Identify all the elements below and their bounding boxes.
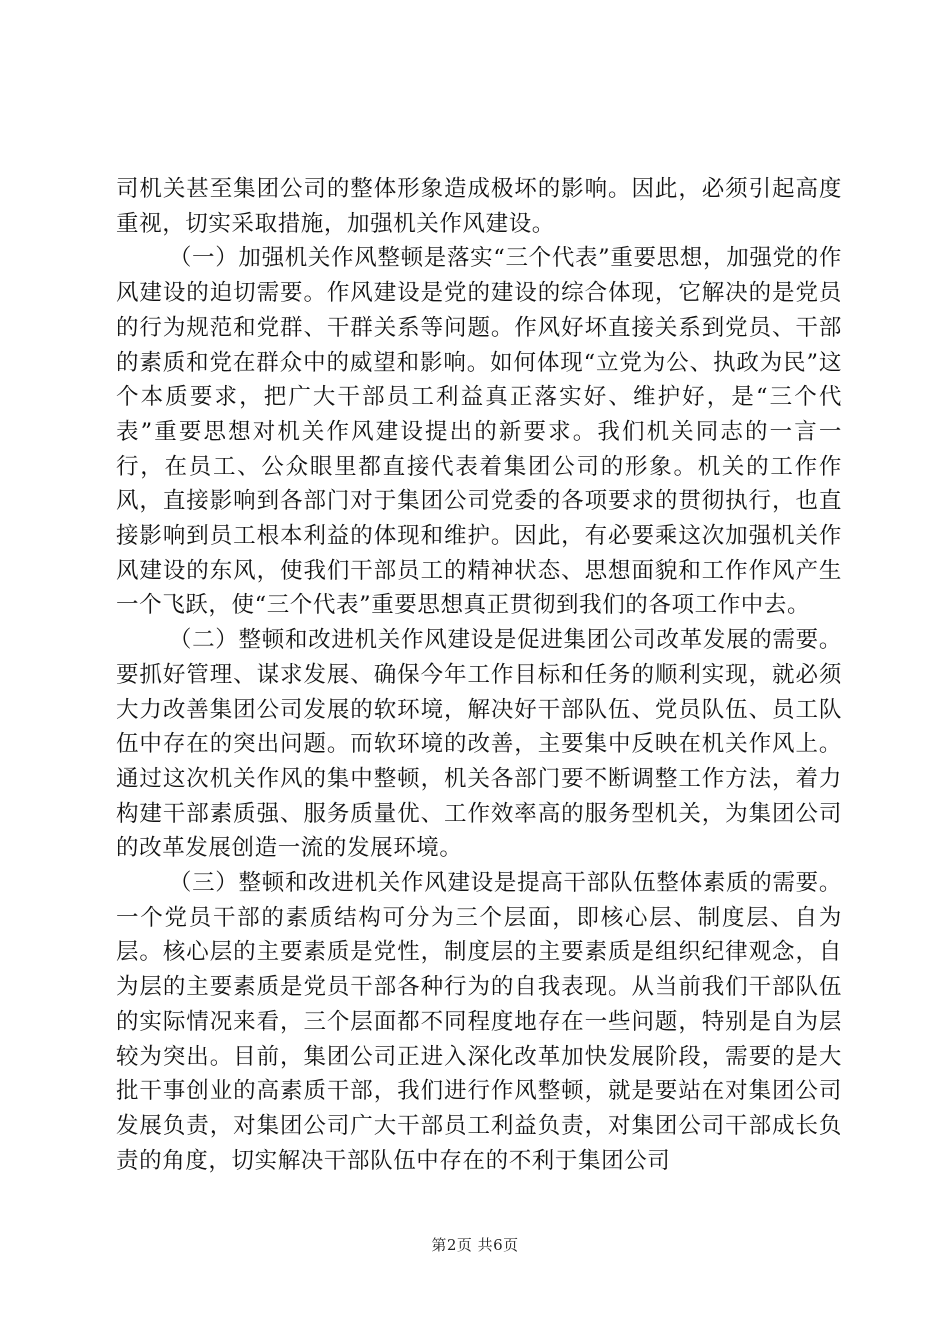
- paragraph-section-two: （二）整顿和改进机关作风建设是促进集团公司改革发展的需要。要抓好管理、谋求发展、确保今年工作目标和任务的顺利实现，就必须大力改善集团公司发展的软环境，解决好干部队伍、党员队伍、员工队伍中存在的突出问题。而软环境的改善，主要集中反映在机关作风上。通过这次机关作风的集中整顿，机关各部门要不断调整工作方法，着力构建干部素质强、服务质量优、工作效率高的服务型机关，为集团公司的改革发展创造一流的发展环境。: [116, 627, 842, 862]
- page-number-footer: 第2页 共6页: [431, 1236, 519, 1254]
- paragraph-section-three: （三）整顿和改进机关作风建设是提高干部队伍整体素质的需要。一个党员干部的素质结构可分为三个层面，即核心层、制度层、自为层。核心层的主要素质是党性，制度层的主要素质是组织纪律观念，自为层的主要素质是党员干部各种行为的自我表现。从当前我们干部队伍的实际情况来看，三个层面都不同程度地存在一些问题，特别是自为层较为突出。目前，集团公司正进入深化改革加快发展阶段，需要的是大批干事创业的高素质干部，我们进行作风整顿，就是要站在对集团公司发展负责，对集团公司广大干部员工利益负责，对集团公司干部成长负责的角度，切实解决干部队伍中存在的不利于集团公司: [116, 870, 842, 1174]
- paragraph-continuation: 司机关甚至集团公司的整体形象造成极坏的影响。因此，必须引起高度重视，切实采取措施，加强机关作风建设。: [116, 176, 842, 237]
- paragraph-section-one: （一）加强机关作风整顿是落实“三个代表”重要思想，加强党的作风建设的迫切需要。作风建设是党的建设的综合体现，它解决的是党员的行为规范和党群、干群关系等问题。作风好坏直接关系到党员、干部的素质和党在群众中的威望和影响。如何体现“立党为公、执政为民”这个本质要求，把广大干部员工利益真正落实好、维护好，是“三个代表”重要思想对机关作风建设提出的新要求。我们机关同志的一言一行，在员工、公众眼里都直接代表着集团公司的形象。机关的工作作风，直接影响到各部门对于集团公司党委的各项要求的贯彻执行，也直接影响到员工根本利益的体现和维护。因此，有必要乘这次加强机关作风建设的东风，使我们干部员工的精神状态、思想面貌和工作作风产生一个飞跃，使“三个代表”重要思想真正贯彻到我们的各项工作中去。: [116, 245, 842, 619]
- document-body: [116, 172, 842, 1178]
